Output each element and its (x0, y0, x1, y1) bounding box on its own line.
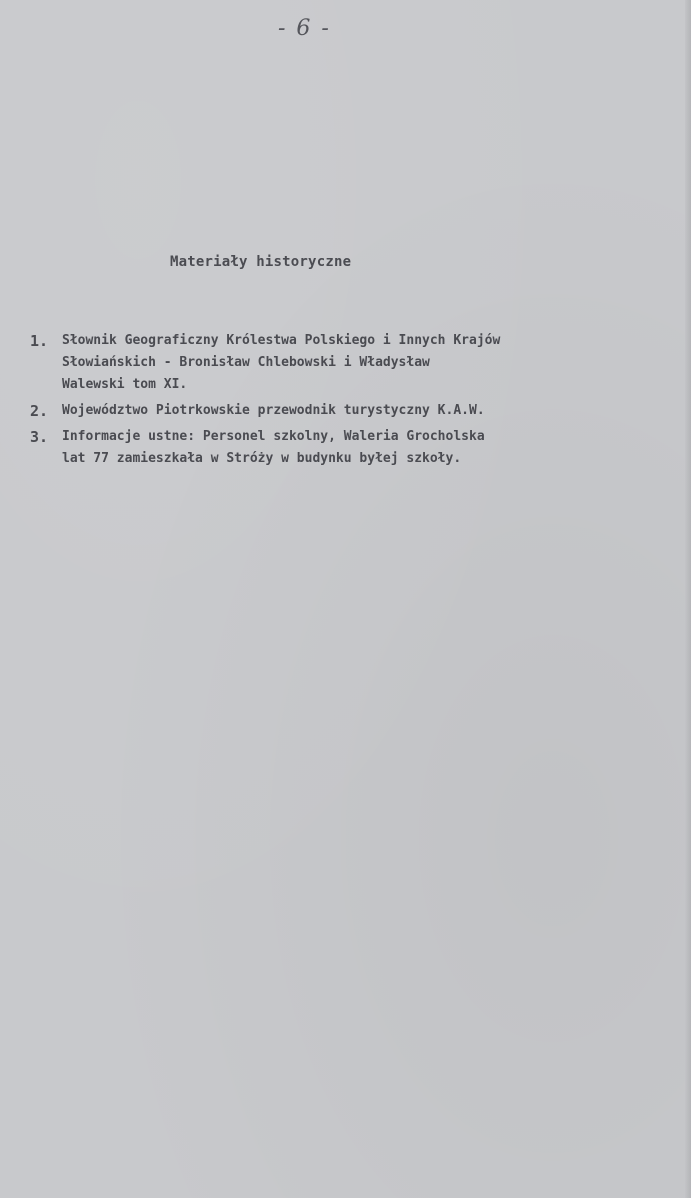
reference-line: Słowiańskich - Bronisław Chlebowski i Władysław (62, 355, 430, 370)
reference-list (30, 330, 675, 474)
reference-line: Województwo Piotrkowskie przewodnik turystyczny K.A.W. (62, 403, 485, 418)
reference-line: lat 77 zamieszkała w Stróży w budynku byłej szkoły. (62, 451, 462, 466)
page-number: - 6 - (278, 16, 331, 41)
page-edge (685, 0, 691, 1198)
reference-item (30, 330, 675, 396)
reference-number: 1. (30, 332, 49, 350)
section-heading: Materiały historyczne (170, 254, 352, 270)
reference-item (30, 426, 675, 470)
reference-number: 2. (30, 402, 49, 420)
reference-number: 3. (30, 428, 49, 446)
reference-line: Walewski tom XI. (62, 377, 188, 392)
reference-line: Słownik Geograficzny Królestwa Polskiego i Innych Krajów (62, 333, 501, 348)
reference-line: Informacje ustne: Personel szkolny, Waleria Grocholska (62, 429, 485, 444)
reference-item (30, 400, 675, 422)
